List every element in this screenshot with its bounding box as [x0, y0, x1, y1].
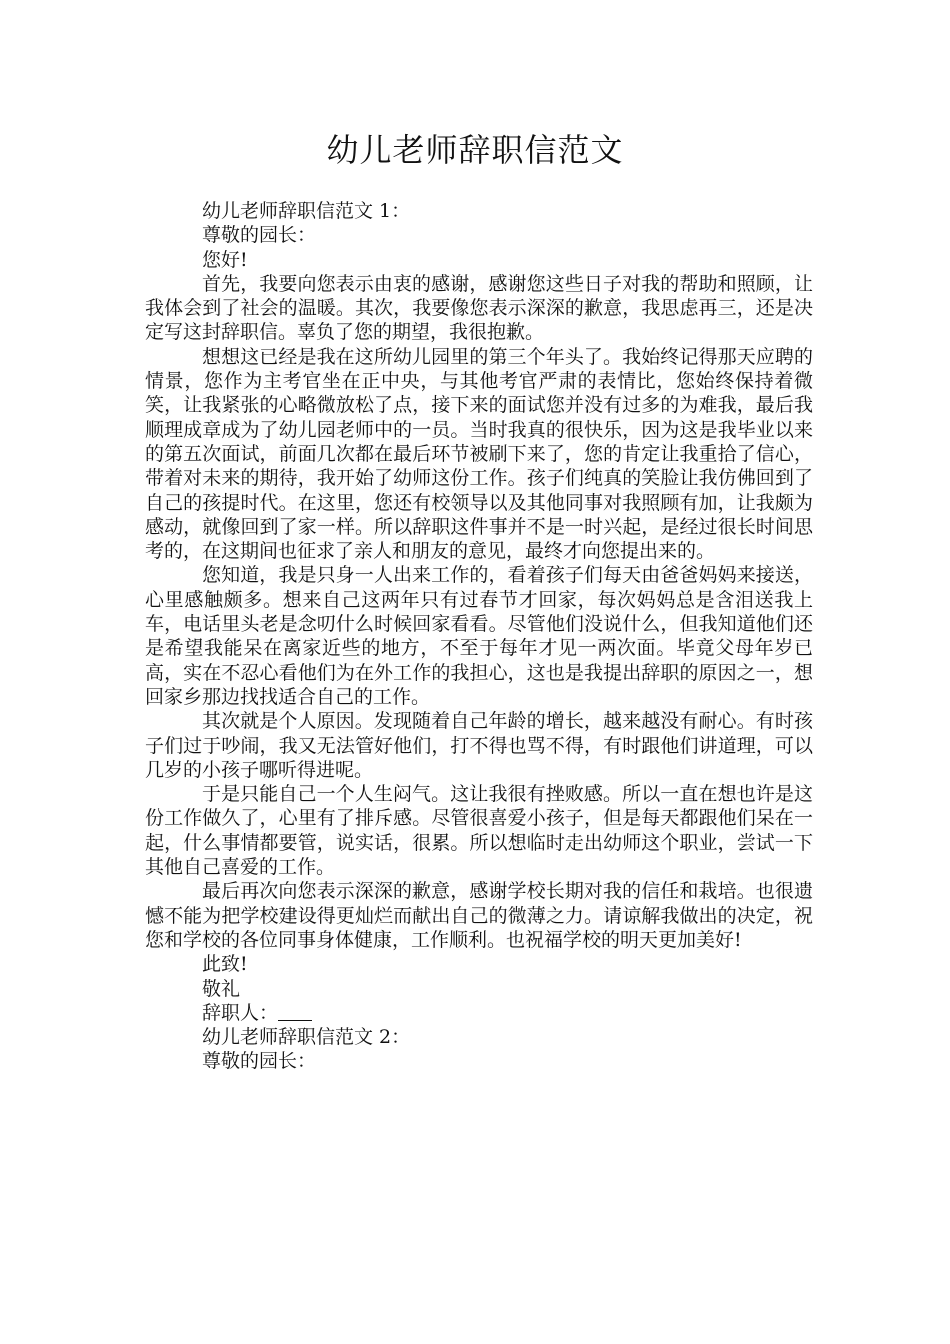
letter1-signature-line — [145, 1001, 813, 1025]
letter2-salutation: 尊敬的园长： — [202, 1050, 317, 1073]
letter1-signature-label: 辞职人： — [202, 1001, 279, 1024]
letter1-paragraph-6: 最后再次向您表示深深的歉意，感谢学校长期对我的信任和栽培。也很遗憾不能为把学校建设得更灿烂而献出自己的微薄之力。请谅解我做出的决定，祝您和学校的各位同事身体健康，工作顺利。也祝福学校的明天更加美好! — [145, 880, 813, 951]
letter1-salutation: 尊敬的园长： — [202, 224, 317, 247]
letter1-greeting: 您好! — [202, 248, 248, 271]
letter1-closing-2: 敬礼 — [202, 977, 241, 1000]
letter2-heading: 幼儿老师辞职信范文 2： — [202, 1026, 411, 1049]
letter1-paragraph-1: 首先，我要向您表示由衷的感谢，感谢您这些日子对我的帮助和照顾，让我体会到了社会的温暖。其次，我要像您表示深深的歉意，我思虑再三，还是决定写这封辞职信。辜负了您的期望，我很抱歉。 — [145, 272, 813, 344]
document-title: 幼儿老师辞职信范文 — [326, 131, 624, 169]
letter1-paragraph-3: 您知道，我是只身一人出来工作的，看着孩子们每天由爸爸妈妈来接送，心里感触颇多。想来自己这两年只有过春节才回家，每次妈妈总是含泪送我上车，电话里头老是念叨什么时候回家看看。尽管他们没说什么，但我知道他们还是希望我能呆在离家近些的地方，不至于每年才见一两次面。毕竟父母年岁已高，实在不忍心看他们为在外工作的我担心，这也是我提出辞职的原因之一，想回家乡那边找找适合自己的工作。 — [145, 564, 813, 708]
letter1-paragraph-4: 其次就是个人原因。发现随着自己年龄的增长，越来越没有耐心。有时孩子们过于吵闹，我又无法管好他们，打不得也骂不得，有时跟他们讲道理，可以几岁的小孩子哪听得进呢。 — [145, 710, 813, 781]
document-body — [145, 199, 813, 1074]
letter1-closing-1: 此致! — [202, 953, 248, 976]
letter1-heading: 幼儿老师辞职信范文 1： — [202, 200, 411, 222]
signature-blank — [278, 1002, 312, 1021]
letter1-paragraph-2: 想想这已经是我在这所幼儿园里的第三个年头了。我始终记得那天应聘的情景，您作为主考官坐在正中央，与其他考官严肃的表情比，您始终保持着微笑，让我紧张的心略微放松了点，接下来的面试您并没有过多的为难我，最后我顺理成章成为了幼儿园老师中的一员。当时我真的很快乐，因为这是我毕业以来的第五次面试，前面几次都在最后环节被刷下来了，您的肯定让我重拾了信心，带着对未来的期待，我开始了幼师这份工作。孩子们纯真的笑脸让我仿佛回到了自己的孩提时代。在这里，您还有校领导以及其他同事对我照顾有加，让我颇为感动，就像回到了家一样。所以辞职这件事并不是一时兴起，是经过很长时间思考的，在这期间也征求了亲人和朋友的意见，最终才向您提出来的。 — [145, 345, 813, 563]
letter1-paragraph-5: 于是只能自己一个人生闷气。这让我很有挫败感。所以一直在想也许是这份工作做久了，心里有了排斥感。尽管很喜爱小孩子，但是每天都跟他们呆在一起，什么事情都要管，说实话，很累。所以想临时走出幼师这个职业，尝试一下其他自己喜爱的工作。 — [145, 783, 813, 879]
